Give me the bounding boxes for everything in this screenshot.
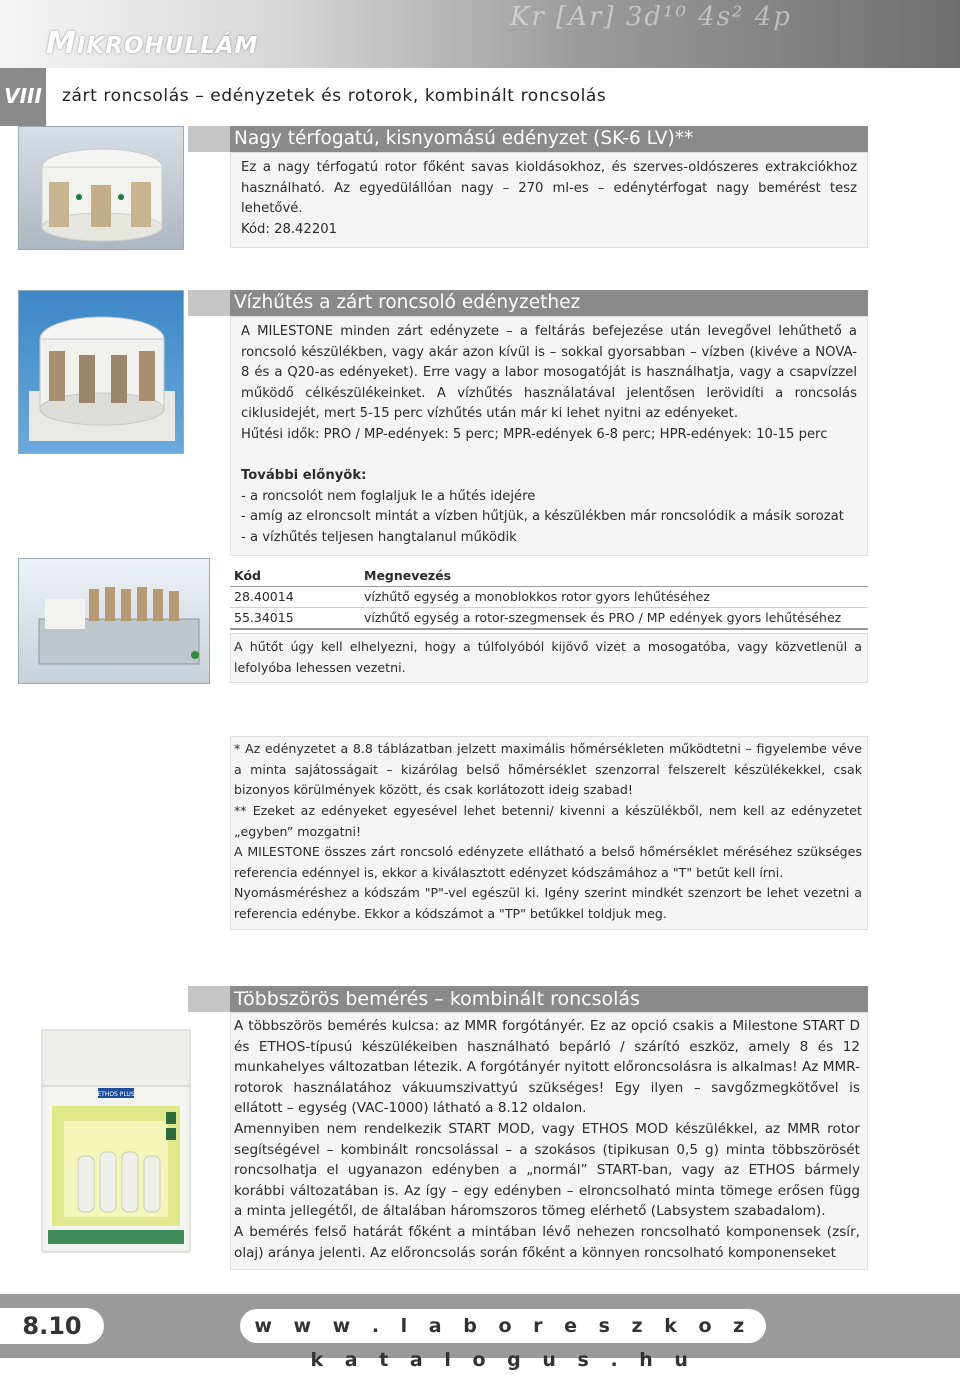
- section3-paragraph: A többszörös bemérés kulcsa: az MMR forgótányér. Ez az opció csakis a Milestone START D és ETHOS-típusú készülékeiben használható bepárló / szárító eszköz, amely 8 és 12 munkahelyes változatban létezik. A forgótányér nyitott előroncsolásra is alkalmas! Az MMR-rotorok használatához vákuumszivattyú szükséges! Egy ilyen – savgőzmegkötővel is ellátott – egység (VAC-1000) látható a 8.12 oldalon.: [234, 1018, 860, 1117]
- section3-paragraph: Amennyiben nem rendelkezik START MOD, vagy ETHOS MOD készülékkel, az MMR rotor segítségével – kombinált roncsolással – a szokásos (tipikusan 0,5 g) minta többszörösét roncsolhatja el ugyanazon edényben a „normál” START-ban, vagy az ETHOS bármely korábbi változatában is. Az így – egy edényben – elroncsolható minta tömege erősen függ a minta jellegétől, de általában háromszoros tömeg elérhető (Labsystem szabadalom).: [234, 1121, 860, 1220]
- section3-paragraph: A bemérés felső határát főként a mintában lévő nehezen roncsolható komponensek (zsír, olaj) aránya jelenti. Az előroncsolás során főként a könnyen roncsolható komponenseket: [234, 1224, 860, 1261]
- section1-heading: Nagy térfogatú, kisnyomású edényzet (SK-6 LV)**: [230, 126, 868, 152]
- advantage-item: - amíg az elroncsolt mintát a vízben hűtjük, a készülékben már roncsolódik a másik sorozat: [241, 509, 844, 524]
- table-cell-name: vízhűtő egység a rotor-szegmensek és PRO / MP edények gyors lehűtéséhez: [364, 610, 842, 625]
- column-header-code: Kód: [234, 568, 262, 583]
- chapter-number: VIII: [4, 84, 42, 108]
- section1-header-accent: [188, 126, 230, 152]
- advantage-item: - a roncsolót nem foglaljuk le a hűtés idejére: [241, 489, 536, 504]
- column-header-name: Megnevezés: [364, 568, 452, 583]
- table-cell-name: vízhűtő egység a monoblokkos rotor gyors lehűtéséhez: [364, 589, 710, 604]
- waterbath-illustration: [19, 291, 184, 454]
- table-note: A hűtőt úgy kell elhelyezni, hogy a túlfolyóból kijövő vizet a mosogatóba, vagy közvetlenül a lefolyóba lehessen vezetni.: [234, 639, 862, 675]
- table-header-row: [230, 566, 868, 587]
- table-row: [230, 608, 868, 630]
- page-title: MIKROHULLÁM: [46, 26, 259, 61]
- section1-code: Kód: 28.42201: [241, 222, 337, 237]
- section1-text: Ez a nagy térfogatú rotor főként savas kioldásokhoz, és szerves-oldószeres extrakciókhoz használható. Az egyedülállóan nagy – 270 ml-es – edénytérfogat nagy bemérést tesz lehetővé.: [241, 160, 857, 217]
- footnote: ** Ezeket az edényeket egyesével lehet betenni/ kivenni a készülékből, nem kell az edényzetet „egyben” mozgatni!: [234, 803, 862, 839]
- website-url[interactable]: w w w . l a b o r e s z k o z k a t a l o g u s . h u: [240, 1309, 766, 1343]
- table-cell-code: 28.40014: [234, 589, 294, 604]
- section2-heading: Vízhűtés a zárt roncsoló edényzethez: [230, 290, 868, 316]
- footnote: Nyomásméréshez a kódszám "P"-vel egészül ki. Igény szerint mindkét szenzort be lehet vezetni a referencia edénybe. Ekkor a kódszámot a "TP" betűkkel toldjuk meg.: [234, 885, 862, 921]
- advantage-item: - a vízhűtés teljesen hangtalanul működik: [241, 530, 517, 545]
- section2-text: A MILESTONE minden zárt edényzete – a feltárás befejezése után levegővel lehűthető a roncsoló készülékben, vagy akár azon kívül is – sokkal gyorsabban – vízben (kivéve a NOVA-8 és a Q20-as edényeket). Erre vagy a labor mosogatóját is használhatja, vagy a csapvízzel működő célkészülékeinket. A vízhűtés használatával jelentősen lerövidíti a roncsolás ciklusidejét, mert 5-15 perc vízhűtés után már ki lehet nyitni az edényeket.: [241, 324, 857, 422]
- header-decoration: Kr [Ar] 3d¹⁰ 4s² 4p: [510, 2, 792, 32]
- section3-heading: Többszörös bemérés – kombinált roncsolás: [230, 986, 868, 1012]
- section3-header-accent: [188, 986, 230, 1012]
- section2-header-accent: [188, 290, 230, 316]
- device-label: ETHOS PLUS: [97, 1091, 135, 1098]
- footnote: * Az edényzetet a 8.8 táblázatban jelzett maximális hőmérsékleten működtetni – figyelembe véve a minta sajátosságait – kizárólag belső hőmérséklet szenzorral felszerelt készülékekkel, csak bizonyos körülmények között, és csak korlátozott ideig szabad!: [234, 741, 862, 798]
- rotor-photo-sk6: [18, 126, 184, 250]
- section2-cooling-times: Hűtési idők: PRO / MP-edények: 5 perc; MPR-edények 6-8 perc; HPR-edények: 10-15 perc: [241, 427, 828, 442]
- table-cell-code: 55.34015: [234, 610, 294, 625]
- cooler-illustration: [19, 559, 210, 684]
- table-row: [230, 587, 868, 608]
- ethos-device-photo: [40, 1026, 192, 1256]
- chapter-subtitle: zárt roncsolás – edényzetek és rotorok, kombinált roncsolás: [62, 86, 607, 106]
- rotor-photo-waterbath: [18, 290, 184, 454]
- footnote: A MILESTONE összes zárt roncsoló edényzete ellátható a belső hőmérséklet méréséhez szükséges referencia edénnyel is, ekkor a kiválasztott edényzet kódszámához a "T" betűt kell írni.: [234, 844, 862, 880]
- cooler-photo: [18, 558, 210, 684]
- rotor-illustration: [19, 127, 184, 250]
- ethos-device-illustration: [40, 1026, 192, 1256]
- advantages-title: További előnyök:: [241, 468, 367, 483]
- page-number: 8.10: [0, 1308, 104, 1344]
